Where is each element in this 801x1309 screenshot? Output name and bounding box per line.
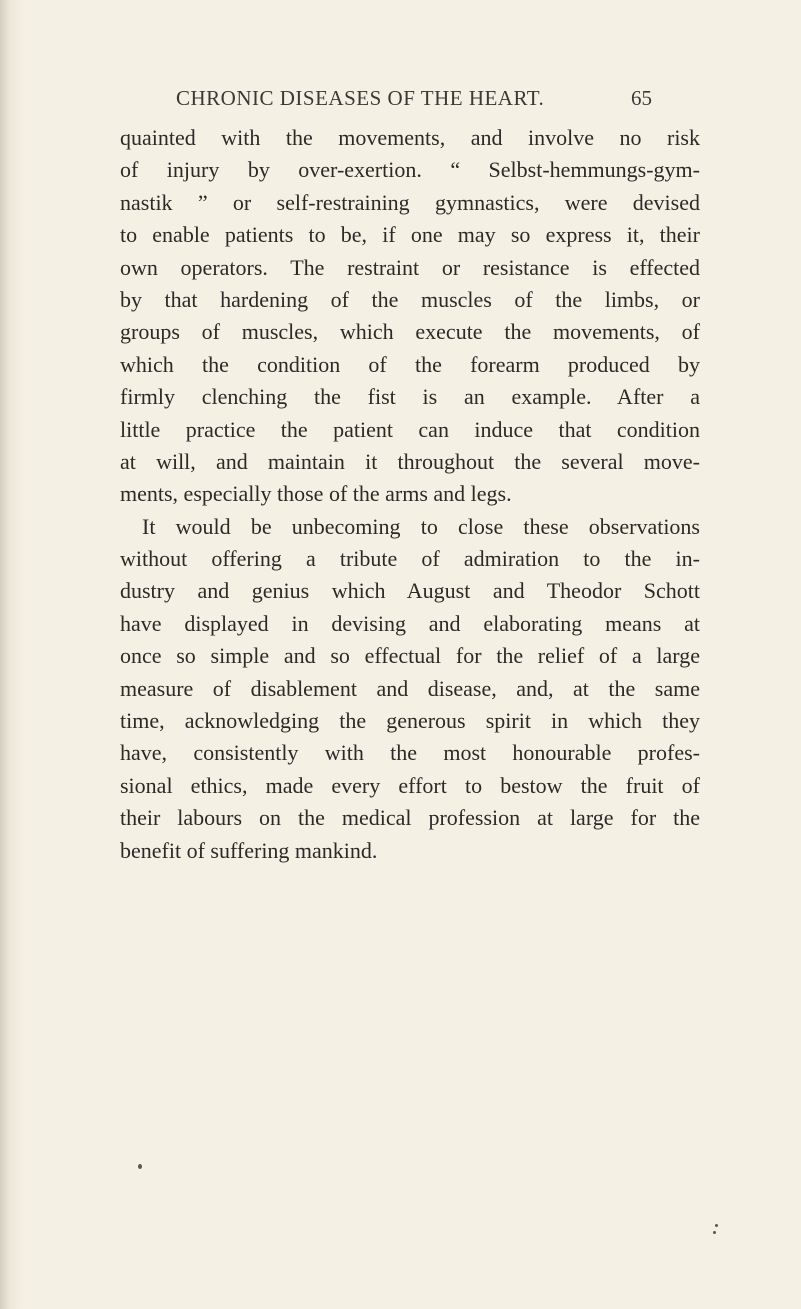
text-line: of injury by over-exertion. “ Selbst-hemmungs-gym- <box>120 157 700 183</box>
text-line: dustry and genius which August and Theodor Schott <box>120 578 700 604</box>
running-title: CHRONIC DISEASES OF THE HEART. <box>176 86 545 110</box>
text-line: sional ethics, made every effort to bestow the fruit of <box>120 772 700 798</box>
paragraph-end-line: benefit of suffering mankind. <box>120 837 378 863</box>
ink-speck <box>713 1231 716 1234</box>
text-line: at will, and maintain it throughout the several move- <box>120 448 700 474</box>
text-line: quainted with the movements, and involve no risk <box>120 125 700 150</box>
text-line: nastik ” or self-restraining gymnastics, were devised <box>120 189 700 215</box>
text-line: little practice the patient can induce that condition <box>120 416 700 442</box>
text-line: time, acknowledging the generous spirit in which they <box>120 708 700 734</box>
text-line: measure of disablement and disease, and, at the same <box>120 675 700 701</box>
paragraph-start-line: It would be unbecoming to close these observations <box>142 513 700 539</box>
paragraph-end-line: ments, especially those of the arms and legs. <box>120 481 512 507</box>
text-line: have, consistently with the most honourable profes- <box>120 740 700 766</box>
text-line: groups of muscles, which execute the movements, of <box>120 319 700 345</box>
text-line: to enable patients to be, if one may so express it, their <box>120 222 700 248</box>
text-line: own operators. The restraint or resistance is effected <box>120 254 700 280</box>
ink-speck <box>715 1224 718 1227</box>
text-line: once so simple and so effectual for the relief of a large <box>120 643 700 669</box>
text-line: which the condition of the forearm produced by <box>120 351 700 377</box>
running-head <box>0 86 801 116</box>
ink-speck <box>138 1164 142 1169</box>
body-text <box>120 122 700 867</box>
text-line: without offering a tribute of admiration to the in- <box>120 546 700 572</box>
page-number: 65 <box>631 86 652 110</box>
text-line: have displayed in devising and elaborating means at <box>120 610 700 636</box>
text-line: their labours on the medical profession at large for the <box>120 805 700 831</box>
text-line: by that hardening of the muscles of the limbs, or <box>120 286 700 312</box>
text-line: firmly clenching the fist is an example. After a <box>120 384 700 410</box>
